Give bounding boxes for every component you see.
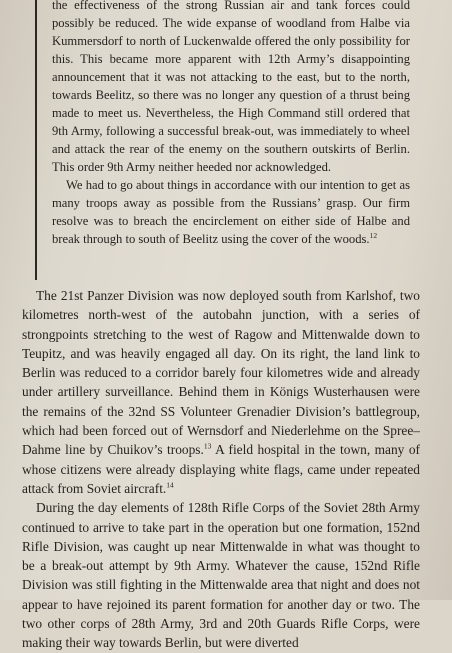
body-paragraph-1 [22, 286, 420, 498]
footnote-marker: 14 [166, 480, 174, 490]
footnote-marker: 13 [203, 441, 212, 451]
quote-paragraph-2 [52, 176, 410, 248]
quote-paragraph-1: the effectiveness of the strong Russian air and tank forces could possibly be reduced. The wide expanse of woodland from Halbe via Kummersdorf to north of Luckenwalde offered the only possibility for this. This became more apparent with 12th Army’s disappointing announcement that it was not attacking to the east, but to the north, towards Beelitz, so there was no longer any question of a thrust being made to meet us. Nevertheless, the High Command still ordered that 9th Army, following a successful break-out, was immediately to wheel and attack the rear of the enemy on the southern outskirts of Berlin. This order 9th Army neither heeded nor acknowledged. [52, 0, 410, 174]
body-paragraph-2: During the day elements of 128th Rifle Corps of the Soviet 28th Army continued to arrive to take part in the operation but one formation, 152nd Rifle Division, was caught up near Mittenwalde in what was thought to be a break-out attempt by 9th Army. Whatever the cause, 152nd Rifle Division was still fighting in the Mittenwalde area that night and does not appear to have rejoined its parent formation for another day or two. The two other corps of 28th Army, 3rd and 20th Guards Rifle Corps, were making their way towards Berlin, but were diverted [22, 500, 420, 651]
footnote-marker: 12 [369, 230, 378, 240]
quote-margin-rule [35, 0, 37, 280]
body-text [22, 286, 420, 653]
quote-paragraph-2-text: We had to go about things in accordance with our intention to get as many troops away as possible from the Russians’ grasp. Our firm resolve was to breach the encirclement on either side of Halbe and break through to south of Beelitz using the cover of the woods. [52, 178, 410, 246]
body-paragraph-1-text-b: A field hospital in the town, many of whose citizens were already displaying white flags, came under repeated attack from Soviet aircraft. [22, 442, 420, 496]
body-paragraph-1-text-a: The 21st Panzer Division was now deployed south from Karlshof, two kilometres north-west of the autobahn junction, with a series of strongpoints stretching to the west of Ragow and Mittenwalde down to Teupitz, and was heavily engaged all day. On its right, the land link to Berlin was reduced to a corridor barely four kilometres wide and already under artillery surveillance. Behind them in Königs Wusterhausen were the remains of the 32nd SS Volunteer Grenadier Division’s battlegroup, which had been forced out of Wernsdorf and Niederlehme on the Spree–Dahme line by Chuikov’s troops. [22, 288, 420, 458]
block-quote [52, 0, 410, 248]
